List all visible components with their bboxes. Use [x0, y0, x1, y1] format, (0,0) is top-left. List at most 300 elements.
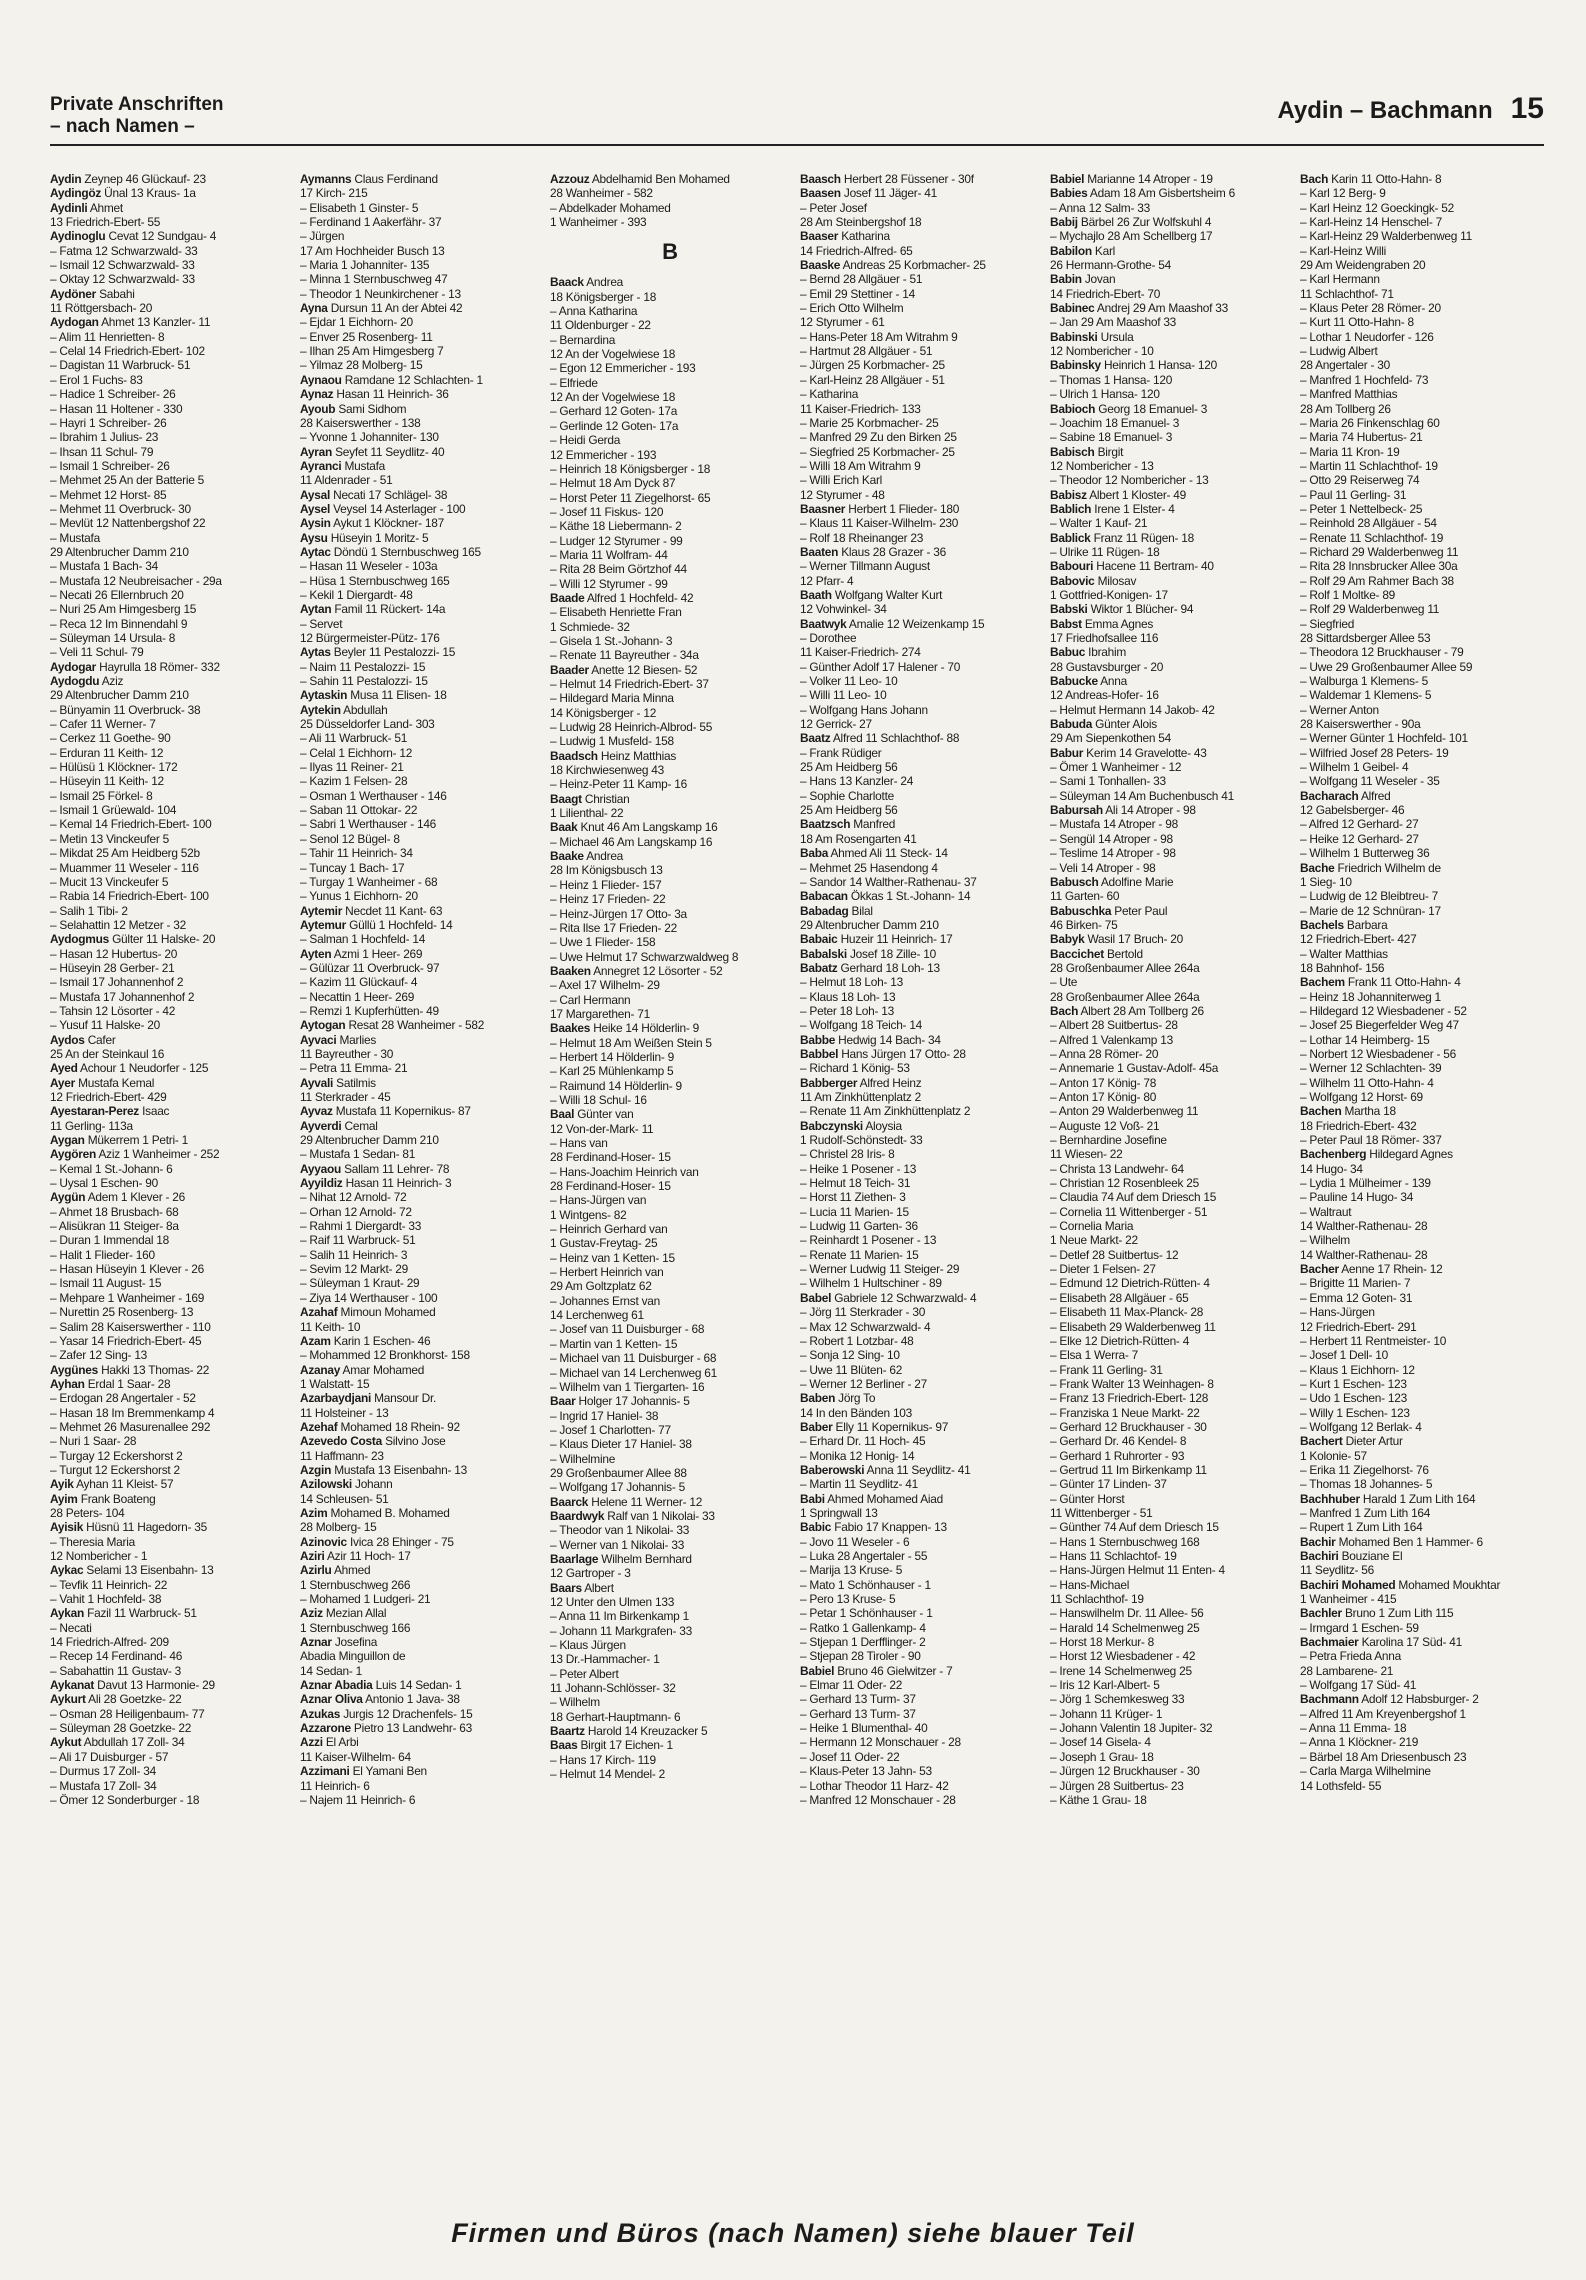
entry-details: – Karl 25 Mühlenkamp 5: [550, 1064, 674, 1079]
entry-details: – Celal 14 Friedrich-Ebert- 102: [50, 344, 205, 359]
directory-entry: [800, 344, 1040, 358]
directory-entry: [800, 445, 1040, 459]
entry-details: – Rolf 29 Walderbenweg 11: [1300, 602, 1440, 617]
directory-entry: [300, 1707, 540, 1721]
entry-details: – Ismail 1 Schreiber- 26: [50, 458, 170, 473]
directory-entry: [550, 1681, 790, 1695]
directory-entry: [1050, 1090, 1290, 1104]
entry-details: – Elisabeth 29 Walderbenweg 11: [1050, 1319, 1216, 1334]
directory-entry: [300, 1233, 540, 1247]
entry-details: Sabahi: [99, 286, 135, 301]
entry-details: – Durmus 17 Zoll- 34: [50, 1764, 157, 1779]
directory-entry: [50, 703, 290, 717]
entry-surname: Bachiri: [1300, 1549, 1339, 1563]
directory-entry: [800, 488, 1040, 502]
entry-details: Josef 11 Jäger- 41: [843, 186, 937, 201]
directory-entry: [1050, 1363, 1290, 1377]
directory-entry: [1050, 445, 1290, 459]
directory-entry: [550, 1552, 790, 1566]
entry-details: – Tuncay 1 Bach- 17: [300, 860, 405, 875]
directory-entry: [1300, 402, 1540, 416]
directory-entry: [800, 1606, 1040, 1620]
directory-entry: [800, 1735, 1040, 1749]
entry-surname: Babucke: [1050, 674, 1098, 689]
directory-entry: [1300, 358, 1540, 372]
entry-surname: Aziz: [300, 1606, 323, 1621]
entry-details: – Werner Ludwig 11 Steiger- 29: [800, 1262, 960, 1277]
directory-entry: [1300, 1104, 1540, 1118]
entry-details: – Ömer 12 Sonderburger - 18: [50, 1792, 200, 1807]
entry-details: 28 Am Steinbergshof 18: [800, 215, 922, 230]
directory-entry: [50, 1606, 290, 1620]
entry-details: – Cornelia 11 Wittenberger - 51: [1050, 1204, 1208, 1219]
directory-entry: [1050, 1033, 1290, 1047]
entry-details: – Renate 11 Marien- 15: [800, 1247, 919, 1262]
directory-entry: [550, 935, 790, 949]
directory-entry: [1300, 430, 1540, 444]
directory-entry: [1050, 1305, 1290, 1319]
entry-details: – Christel 28 Iris- 8: [800, 1147, 895, 1162]
directory-entry: [800, 1520, 1040, 1534]
entry-details: Albert 1 Kloster- 49: [1089, 487, 1187, 502]
directory-entry: [1300, 1233, 1540, 1247]
directory-entry: [1050, 1563, 1290, 1577]
entry-surname: Azukas: [300, 1706, 341, 1721]
entry-surname: Aytaskin: [300, 688, 348, 703]
directory-entry: [800, 545, 1040, 559]
entry-details: – Teslime 14 Atroper - 98: [1050, 846, 1176, 861]
directory-entry: [50, 1750, 290, 1764]
entry-details: Hasan 11 Heinrich- 36: [336, 387, 449, 402]
entry-details: – Peter Paul 18 Römer- 337: [1300, 1133, 1442, 1148]
directory-entry: [50, 1449, 290, 1463]
directory-entry: [800, 588, 1040, 602]
entry-details: – Alfred 1 Valenkamp 13: [1050, 1032, 1173, 1047]
directory-entry: [300, 387, 540, 401]
directory-entry: [800, 1061, 1040, 1075]
entry-details: – Willi 12 Styrumer - 99: [550, 576, 668, 591]
entry-details: Andrej 29 Am Maashof 33: [1096, 301, 1228, 316]
entry-details: 12 Emmericher - 193: [550, 447, 657, 462]
directory-entry: [300, 631, 540, 645]
entry-details: 12 Gabelsberger- 46: [1300, 803, 1405, 818]
entry-details: – Bünyamin 11 Overbruck- 38: [50, 702, 201, 717]
directory-entry: [800, 602, 1040, 616]
directory-entry: [50, 1262, 290, 1276]
directory-entry: [550, 1581, 790, 1595]
directory-entry: [1300, 258, 1540, 272]
entry-details: Sami Sidhom: [338, 401, 407, 416]
directory-entry: [550, 1566, 790, 1580]
directory-entry: [1050, 832, 1290, 846]
directory-entry: [50, 459, 290, 473]
directory-entry: [50, 1248, 290, 1262]
header-range: [1277, 92, 1544, 126]
entry-details: – Wilhelm 1 Geibel- 4: [1300, 760, 1409, 775]
directory-entry: [1300, 717, 1540, 731]
entry-surname: Aykac: [50, 1563, 84, 1578]
entry-surname: Babiel: [800, 1663, 835, 1678]
directory-columns: [50, 172, 1550, 2072]
entry-details: – Remzi 1 Kupferhütten- 49: [300, 1003, 439, 1018]
entry-details: 11 Schlachthof- 19: [1050, 1592, 1144, 1607]
entry-details: – Edmund 12 Dietrich-Rütten- 4: [1050, 1276, 1210, 1291]
directory-entry: [1050, 244, 1290, 258]
entry-details: – Uwe 29 Großenbaumer Allee 59: [1300, 659, 1473, 674]
directory-entry: [1050, 1406, 1290, 1420]
entry-details: – Mucit 13 Vinckeufer 5: [50, 874, 169, 889]
directory-entry: [550, 1409, 790, 1423]
entry-details: – Maria 1 Johanniter- 135: [300, 258, 430, 273]
directory-entry: [50, 1707, 290, 1721]
entry-details: – Siegfried 25 Korbmacher- 25: [800, 444, 955, 459]
directory-entry: [1050, 1621, 1290, 1635]
entry-surname: Aydogar: [50, 659, 97, 674]
entry-surname: Baak: [550, 820, 578, 835]
entry-details: 11 Kaiser-Wilhelm- 64: [300, 1749, 411, 1764]
directory-entry: [1300, 990, 1540, 1004]
entry-details: – Ejdar 1 Eichhorn- 20: [300, 315, 413, 330]
directory-entry: [1050, 904, 1290, 918]
entry-surname: Aytac: [300, 544, 331, 559]
entry-details: – Wolfgang Hans Johann: [800, 702, 928, 717]
directory-entry: [800, 459, 1040, 473]
directory-entry: [300, 645, 540, 659]
entry-details: 12 Friedrich-Ebert- 429: [50, 1090, 167, 1104]
entry-details: – Hayri 1 Schreiber- 26: [50, 415, 167, 430]
entry-details: – Jürgen: [300, 229, 345, 244]
directory-entry: [550, 1667, 790, 1681]
entry-details: – Bernd 28 Allgäuer - 51: [800, 272, 923, 287]
entry-details: Isaac: [142, 1104, 170, 1119]
entry-details: – Ihsan 11 Schul- 79: [50, 444, 154, 459]
entry-surname: Babbel: [800, 1046, 839, 1061]
directory-entry: [550, 878, 790, 892]
entry-details: – Theresia Maria: [50, 1534, 135, 1549]
directory-entry: [1300, 1348, 1540, 1362]
entry-surname: Bachmaier: [1300, 1635, 1359, 1650]
entry-details: – Bernhardine Josefine: [1050, 1133, 1167, 1148]
directory-entry: [1300, 272, 1540, 286]
entry-surname: Aydingöz: [50, 186, 102, 201]
directory-entry: [1300, 1477, 1540, 1491]
entry-details: Necdet 11 Kant- 63: [345, 903, 443, 918]
entry-details: Klaus 28 Grazer - 36: [841, 544, 946, 559]
directory-entry: [50, 574, 290, 588]
directory-entry: [800, 1764, 1040, 1778]
entry-details: Zeynep 46 Glückauf- 23: [84, 172, 206, 186]
entry-surname: Azevedo Costa: [300, 1434, 382, 1449]
entry-details: 11 Kaiser-Friedrich- 133: [800, 401, 921, 416]
entry-details: – Theodor 1 Neunkirchener - 13: [300, 286, 461, 301]
directory-entry: [50, 545, 290, 559]
directory-entry: [1300, 531, 1540, 545]
directory-entry: [300, 1793, 540, 1807]
entry-details: – Hadice 1 Schreiber- 26: [50, 387, 176, 402]
entry-details: El Arbi: [325, 1735, 359, 1750]
directory-entry: [1300, 932, 1540, 946]
directory-entry: [550, 577, 790, 591]
directory-entry: [800, 789, 1040, 803]
entry-surname: Babaic: [800, 932, 838, 947]
directory-entry: [800, 1018, 1040, 1032]
directory-entry: [1050, 803, 1290, 817]
entry-details: Harald 1 Zum Lith 164: [1362, 1491, 1476, 1506]
entry-details: – Michael van 14 Lerchenweg 61: [550, 1365, 718, 1380]
entry-surname: Baath: [800, 587, 832, 602]
entry-details: Hayrulla 18 Römer- 332: [99, 659, 220, 674]
entry-details: – Reinhold 28 Allgäuer - 54: [1300, 516, 1437, 531]
directory-entry: [1050, 1692, 1290, 1706]
entry-details: – Tevfik 11 Heinrich- 22: [50, 1577, 168, 1592]
directory-entry: [300, 1291, 540, 1305]
directory-entry: [300, 975, 540, 989]
entry-details: 12 Nombericher - 13: [1050, 458, 1154, 473]
entry-details: – Katharina: [800, 387, 859, 402]
directory-entry: [1300, 1033, 1540, 1047]
entry-surname: Aykan: [50, 1606, 84, 1621]
entry-details: – Naim 11 Pestalozzi- 15: [300, 659, 426, 674]
directory-entry: [1050, 1276, 1290, 1290]
directory-entry: [800, 932, 1040, 946]
entry-details: – Johann 11 Krüger- 1: [1050, 1706, 1163, 1721]
entry-surname: Aynaz: [300, 387, 334, 402]
entry-details: – Ulrike 11 Rügen- 18: [1050, 544, 1160, 559]
entry-details: – Theodor van 1 Nikolai- 33: [550, 1523, 690, 1538]
entry-surname: Babusch: [1050, 874, 1099, 889]
directory-entry: [300, 1664, 540, 1678]
entry-details: – Kazim 11 Glückauf- 4: [300, 975, 418, 990]
entry-details: 28 Ferdinand-Hoser- 15: [550, 1150, 671, 1165]
entry-details: – Manfred 1 Hochfeld- 73: [1300, 372, 1429, 387]
directory-entry: [300, 617, 540, 631]
entry-details: – Helmut 18 Loh- 13: [800, 975, 903, 990]
entry-details: 14 Lerchenweg 61: [550, 1308, 644, 1323]
entry-details: Christian: [584, 791, 630, 806]
entry-details: – Wolfgang 18 Teich- 14: [800, 1018, 923, 1033]
entry-details: Hedwig 14 Bach- 34: [838, 1032, 941, 1047]
entry-details: – Fatma 12 Schwarzwald- 33: [50, 243, 198, 258]
entry-surname: Babilon: [1050, 243, 1092, 258]
directory-entry: [550, 215, 790, 229]
entry-details: Fabio 17 Knappen- 13: [834, 1520, 947, 1535]
directory-entry: [300, 1076, 540, 1090]
entry-surname: Baasner: [800, 501, 846, 516]
entry-details: – Walburga 1 Klemens- 5: [1300, 674, 1428, 689]
entry-details: 11 Gerling- 113a: [50, 1118, 133, 1133]
entry-details: – Klaus Dieter 17 Haniel- 38: [550, 1437, 692, 1452]
directory-entry: [800, 402, 1040, 416]
entry-details: – Klaus Jürgen: [550, 1638, 626, 1653]
directory-entry: [1300, 1190, 1540, 1204]
entry-details: – Erich Otto Wilhelm: [800, 301, 904, 316]
entry-details: – Erika 11 Ziegelhorst- 76: [1300, 1462, 1429, 1477]
directory-entry: [50, 817, 290, 831]
entry-details: – Uysal 1 Eschen- 90: [50, 1176, 159, 1191]
directory-entry: [1300, 1334, 1540, 1348]
directory-entry: [50, 846, 290, 860]
directory-entry: [50, 244, 290, 258]
entry-surname: Ayestaran-Perez: [50, 1104, 140, 1119]
entry-surname: Aytemir: [300, 903, 343, 918]
directory-entry: [800, 660, 1040, 674]
directory-entry: [1050, 1750, 1290, 1764]
directory-entry: [550, 648, 790, 662]
directory-entry: [50, 717, 290, 731]
entry-details: – Kemal 14 Friedrich-Ebert- 100: [50, 817, 212, 832]
directory-entry: [50, 1147, 290, 1161]
directory-entry: [800, 301, 1040, 315]
entry-surname: Babovic: [1050, 573, 1095, 588]
entry-details: – Ilhan 25 Am Himgesberg 7: [300, 344, 444, 359]
entry-surname: Bachmann: [1300, 1692, 1359, 1707]
directory-entry: [50, 631, 290, 645]
directory-entry: [50, 875, 290, 889]
directory-entry: [550, 1753, 790, 1767]
directory-entry: [550, 519, 790, 533]
entry-surname: Babinec: [1050, 301, 1095, 316]
directory-entry: [50, 1779, 290, 1793]
entry-details: 11 Sterkrader - 45: [300, 1090, 391, 1104]
entry-details: 11 Heinrich- 6: [300, 1778, 370, 1793]
directory-entry: [50, 731, 290, 745]
directory-entry: [300, 1190, 540, 1204]
directory-entry: [800, 760, 1040, 774]
directory-entry: [1050, 717, 1290, 731]
entry-details: Wilhelm Bernhard: [601, 1551, 692, 1566]
entry-details: Josefina: [334, 1635, 378, 1650]
directory-entry: [800, 1592, 1040, 1606]
entry-surname: Baaten: [800, 544, 839, 559]
entry-details: 18 Königsberger - 18: [550, 289, 657, 304]
entry-details: – Iris 12 Karl-Albert- 5: [1050, 1678, 1160, 1693]
entry-details: – Jürgen 28 Suitbertus- 23: [1050, 1778, 1184, 1793]
entry-surname: Babczynski: [800, 1118, 863, 1133]
entry-details: – Süleyman 1 Kraut- 29: [300, 1276, 420, 1291]
directory-entry: [800, 1449, 1040, 1463]
directory-entry: [1300, 1635, 1540, 1649]
entry-details: – Hans-Jürgen Helmut 11 Enten- 4: [1050, 1563, 1225, 1578]
entry-details: Ibrahim: [1088, 645, 1127, 660]
directory-entry: [300, 373, 540, 387]
entry-details: – Josef 1 Charlotten- 77: [550, 1422, 671, 1437]
entry-surname: Ayvali: [300, 1075, 334, 1090]
directory-entry: [300, 1592, 540, 1606]
directory-entry: [800, 1334, 1040, 1348]
directory-entry: [50, 602, 290, 616]
entry-details: – Sami 1 Tonhallen- 33: [1050, 774, 1166, 789]
directory-entry: [1050, 1334, 1290, 1348]
directory-entry: [300, 1205, 540, 1219]
directory-entry: [1300, 904, 1540, 918]
entry-details: 11 Keith- 10: [300, 1319, 361, 1334]
entry-details: – Werner Tillmann August: [800, 559, 930, 574]
directory-entry: [1050, 875, 1290, 889]
entry-details: Silvino Jose: [385, 1434, 446, 1449]
page-header: [50, 92, 1544, 146]
directory-entry: [1300, 1463, 1540, 1477]
entry-details: 12 An der Vogelwiese 18: [550, 347, 676, 362]
entry-details: – Uwe 11 Blüten- 62: [800, 1362, 903, 1377]
entry-details: – Käthe 1 Grau- 18: [1050, 1792, 1147, 1807]
entry-surname: Baadsch: [550, 748, 598, 763]
directory-entry: [50, 1305, 290, 1319]
entry-surname: Ayim: [50, 1491, 78, 1506]
entry-surname: Baardwyk: [550, 1508, 605, 1523]
entry-details: – Ludwig Albert: [1300, 344, 1378, 359]
entry-details: 14 Lothsfeld- 55: [1300, 1778, 1382, 1793]
entry-details: – Heinz van 1 Ketten- 15: [550, 1250, 675, 1265]
directory-entry: [50, 445, 290, 459]
entry-details: – Martin 11 Schlachthof- 19: [1300, 458, 1438, 473]
entry-details: Karin 1 Eschen- 46: [333, 1333, 431, 1348]
directory-entry: [300, 430, 540, 444]
entry-details: – Mustafa: [50, 530, 100, 545]
directory-entry: [1050, 387, 1290, 401]
directory-entry: [300, 1578, 540, 1592]
entry-details: Andrea: [586, 849, 624, 864]
directory-entry: [1050, 559, 1290, 573]
entry-surname: Azehaf: [300, 1419, 338, 1434]
entry-details: – Alfred 12 Gerhard- 27: [1300, 817, 1419, 832]
directory-entry: [300, 1363, 540, 1377]
entry-details: – Marie de 12 Schnüran- 17: [1300, 903, 1441, 918]
directory-entry: [300, 459, 540, 473]
entry-details: – Jürgen 25 Korbmacher- 25: [800, 358, 945, 373]
directory-entry: [800, 1219, 1040, 1233]
directory-entry: [800, 1348, 1040, 1362]
entry-details: – Martin van 1 Ketten- 15: [550, 1336, 678, 1351]
entry-details: – Pauline 14 Hugo- 34: [1300, 1190, 1414, 1205]
entry-surname: Aznar: [300, 1635, 332, 1650]
directory-entry: [550, 763, 790, 777]
entry-details: – Christa 13 Landwehr- 64: [1050, 1161, 1184, 1176]
directory-entry: [1300, 602, 1540, 616]
entry-details: Ahmet: [89, 200, 123, 215]
entry-details: 1 Gottfried-Konigen- 17: [1050, 587, 1168, 602]
entry-details: – Wolfgang 17 Süd- 41: [1300, 1678, 1417, 1693]
directory-entry: [800, 1320, 1040, 1334]
entry-details: Hakki 13 Thomas- 22: [101, 1362, 210, 1377]
entry-details: 25 An der Steinkaul 16: [50, 1046, 165, 1061]
directory-entry: [50, 402, 290, 416]
directory-entry: [550, 186, 790, 200]
entry-details: – Cafer 11 Werner- 7: [50, 717, 156, 732]
entry-details: – Herbert 11 Rentmeister- 10: [1300, 1333, 1447, 1348]
entry-details: Abdullah: [343, 702, 388, 717]
entry-details: – Rita 28 Beim Görtzhof 44: [550, 562, 687, 577]
directory-entry: [300, 1721, 540, 1735]
directory-entry: [1300, 961, 1540, 975]
entry-details: 17 Kirch- 215: [300, 186, 368, 201]
entry-surname: Aygören: [50, 1147, 97, 1162]
entry-surname: Azzouz: [550, 172, 590, 186]
directory-entry: [1300, 1262, 1540, 1276]
entry-details: – Mohamed 1 Ludgeri- 21: [300, 1592, 431, 1607]
directory-entry: [550, 849, 790, 863]
entry-details: Frank 11 Otto-Hahn- 4: [1347, 975, 1461, 990]
entry-details: – Mustafa 17 Zoll- 34: [50, 1778, 157, 1793]
directory-column: [50, 172, 290, 2072]
entry-details: – Heinz 1 Flieder- 157: [550, 877, 662, 892]
entry-details: Bruno 1 Zum Lith 115: [1344, 1606, 1454, 1621]
entry-details: – Willi 11 Leo- 10: [800, 688, 887, 703]
directory-entry: [800, 947, 1040, 961]
directory-entry: [50, 1578, 290, 1592]
entry-details: – Karl-Heinz 29 Walderbenweg 11: [1300, 229, 1473, 244]
entry-details: – Josef van 11 Duisburger - 68: [550, 1322, 705, 1337]
directory-entry: [1300, 1592, 1540, 1606]
